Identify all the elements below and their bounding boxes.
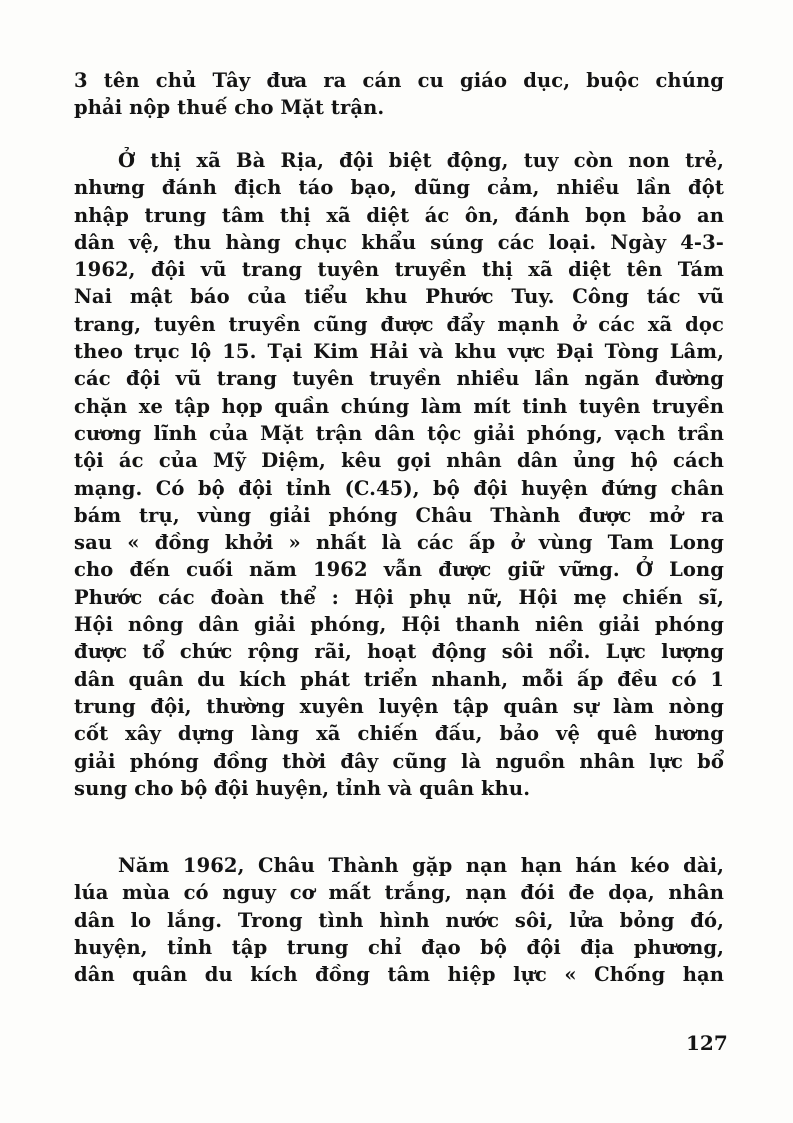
text-line: theo trục lộ 15. Tại Kim Hải và khu vực Đại Tòng Lâm, [74, 340, 724, 364]
text-line: Ở thị xã Bà Rịa, đội biệt động, tuy còn non trẻ, [118, 149, 724, 172]
text-line: dân quân du kích đồng tâm hiệp lực « Chống hạn [74, 963, 724, 987]
text-line: sau « đồng khởi » nhất là các ấp ở vùng Tam Long [74, 531, 724, 555]
page-number: 127 [686, 1031, 728, 1055]
text-line: nhưng đánh địch táo bạo, dũng cảm, nhiều lần đột [74, 176, 724, 200]
text-line: mạng. Có bộ đội tỉnh (C.45), bộ đội huyện đứng chân [74, 476, 724, 500]
text-line: được tổ chức rộng rãi, hoạt động sôi nổi. Lực lượng [74, 640, 724, 664]
text-line: Phước các đoàn thể : Hội phụ nữ, Hội mẹ chiến sĩ, [74, 585, 724, 609]
text-line: huyện, tỉnh tập trung chỉ đạo bộ đội địa phương, [74, 935, 724, 959]
text-line: Hội nông dân giải phóng, Hội thanh niên giải phóng [74, 613, 724, 637]
text-line: dân lo lắng. Trong tình hình nước sôi, lửa bỏng đó, [74, 908, 724, 932]
text-line: cho đến cuối năm 1962 vẫn được giữ vững. Ở Long [74, 558, 724, 582]
text-line: sung cho bộ đội huyện, tỉnh và quân khu. [74, 776, 531, 800]
text-line: Năm 1962, Châu Thành gặp nạn hạn hán kéo dài, [118, 854, 724, 877]
text-line: trung đội, thường xuyên luyện tập quân sự làm nòng [74, 694, 724, 718]
text-line: dân quân du kích phát triển nhanh, mỗi ấp đều có 1 [74, 667, 724, 691]
text-line: lúa mùa có nguy cơ mất trắng, nạn đói đe dọa, nhân [74, 881, 724, 905]
text-line: 1962, đội vũ trang tuyên truyền thị xã diệt tên Tám [74, 258, 724, 282]
text-line: nhập trung tâm thị xã diệt ác ôn, đánh bọn bảo an [74, 203, 724, 227]
text-line: bám trụ, vùng giải phóng Châu Thành được mở ra [74, 503, 724, 527]
text-line: các đội vũ trang tuyên truyền nhiều lần ngăn đường [74, 367, 724, 391]
text-line: dân vệ, thu hàng chục khẩu súng các loại. Ngày 4-3- [74, 230, 724, 254]
text-line: cương lĩnh của Mặt trận dân tộc giải phóng, vạch trần [74, 421, 724, 445]
text-line: 3 tên chủ Tây đưa ra cán cu giáo dục, buộc chúng [74, 69, 724, 92]
text-line: chặn xe tập họp quần chúng làm mít tinh tuyên truyền [74, 394, 724, 418]
paragraph-1 [74, 67, 724, 122]
text-line: phải nộp thuế cho Mặt trận. [74, 96, 385, 120]
text-line: Nai mật báo của tiểu khu Phước Tuy. Công tác vũ [74, 285, 724, 309]
paragraph-2 [74, 147, 724, 802]
text-line: giải phóng đồng thời đây cũng là nguồn nhân lực bổ [74, 749, 724, 773]
paragraph-3 [74, 852, 724, 988]
text-line: tội ác của Mỹ Diệm, kêu gọi nhân dân ủng hộ cách [74, 449, 724, 473]
text-line: trang, tuyên truyền cũng được đẩy mạnh ở các xã dọc [74, 312, 724, 336]
text-line: cốt xây dựng làng xã chiến đấu, bảo vệ quê hương [74, 722, 724, 746]
